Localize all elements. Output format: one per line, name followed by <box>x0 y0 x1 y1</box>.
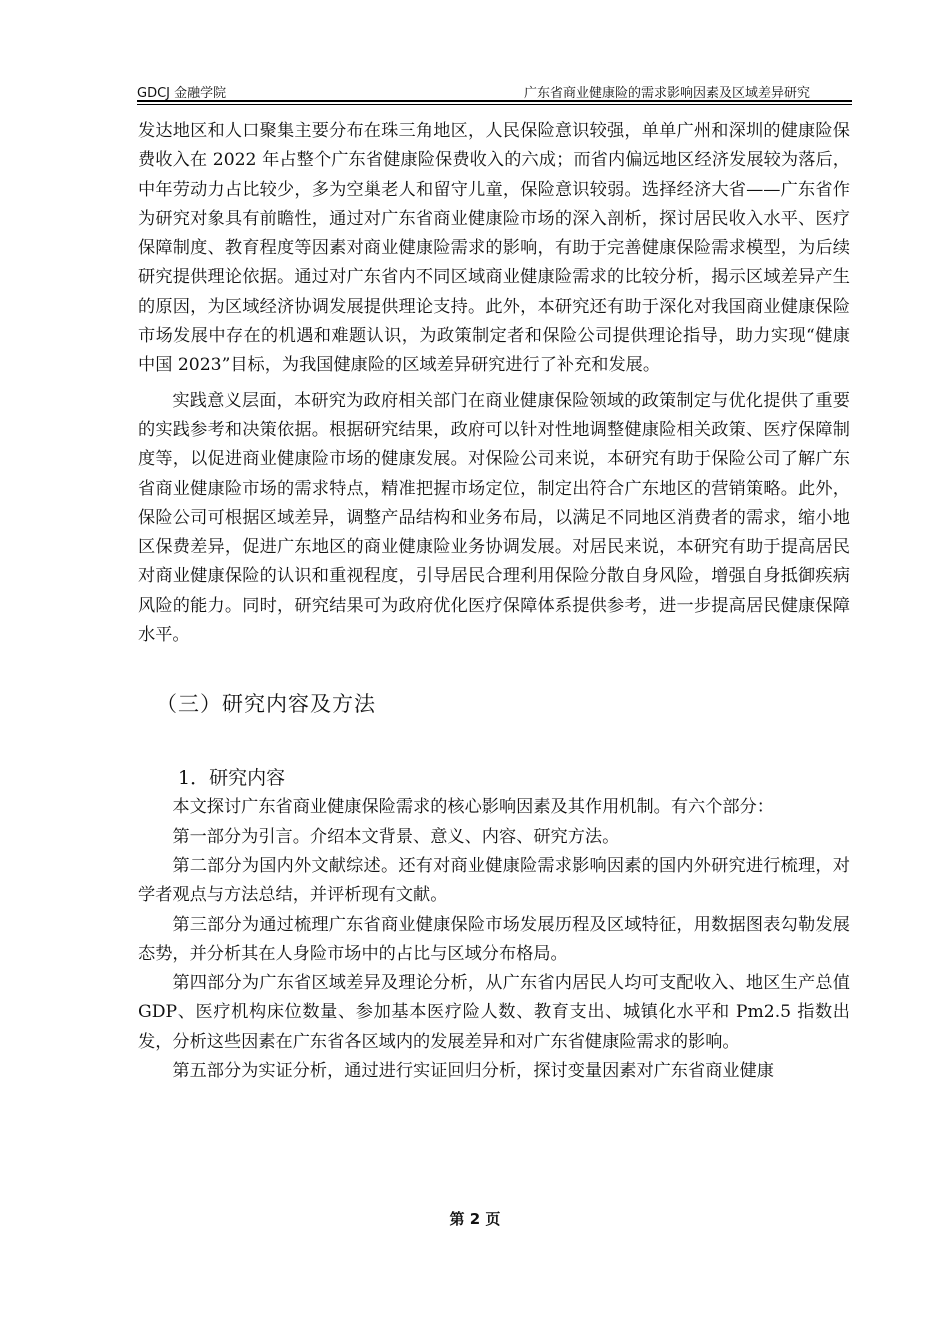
subsection-heading: 1．研究内容 <box>178 767 286 790</box>
paragraph-practical-significance: 实践意义层面，本研究为政府相关部门在商业健康保险领域的政策制定与优化提供了重要的实践参考和决策依据。根据研究结果，政府可以针对性地调整健康险相关政策、医疗保障制度等，以促进商业健康险市场的健康发展。对保险公司来说，本研究有助于保险公司了解广东省商业健康险市场的需求特点，精准把握市场定位，制定出符合广东地区的营销策略。此外，保险公司可根据区域差异，调整产品结构和业务布局，以满足不同地区消费者的需求，缩小地区保费差异，促进广东地区的商业健康险业务协调发展。对居民来说，本研究有助于提高居民对商业健康保险的认识和重视程度，引导居民合理利用保险分散自身风险，增强自身抵御疾病风险的能力。同时，研究结果可为政府优化医疗保障体系提供参考，进一步提高居民健康保障水平。 <box>138 390 850 646</box>
page-header <box>137 78 852 102</box>
page-number: 第 2 页 <box>449 1210 501 1228</box>
paragraph-overview: 本文探讨广东省商业健康保险需求的核心影响因素及其作用机制。有六个部分： <box>172 797 774 818</box>
paragraph-part-one: 第一部分为引言。介绍本文背景、意义、内容、研究方法。 <box>172 826 620 847</box>
paragraph-part-four: 第四部分为广东省区域差异及理论分析，从广东省内居民人均可支配收入、地区生产总值 GDP、医疗机构床位数量、参加基本医疗险人数、教育支出、城镇化水平和 Pm2.5 指数出发，分析这些因素在广东省各区域内的发展差异和对广东省健康险需求的影响。 <box>138 973 850 1052</box>
header-rule-thick <box>137 100 852 102</box>
header-rule-thin <box>137 104 852 105</box>
header-title: 广东省商业健康险的需求影响因素及区域差异研究 <box>523 86 810 101</box>
section-heading: （三）研究内容及方法 <box>156 692 376 717</box>
paragraph-part-two: 第二部分为国内外文献综述。还有对商业健康险需求影响因素的国内外研究进行梳理，对学者观点与方法总结，并评析现有文献。 <box>138 855 850 906</box>
paragraph-part-five: 第五部分为实证分析，通过进行实证回归分析，探讨变量因素对广东省商业健康 <box>172 1061 774 1082</box>
page-body <box>138 117 850 1086</box>
paragraph-theoretical-significance: 发达地区和人口聚集主要分布在珠三角地区，人民保险意识较强，单单广州和深圳的健康险保费收入在 2022 年占整个广东省健康险保费收入的六成；而省内偏远地区经济发展较为落后，中年劳动力占比较少，多为空巢老人和留守儿童，保险意识较弱。选择经济大省——广东省作为研究对象具有前瞻性，通过对广东省商业健康险市场的深入剖析，探讨居民收入水平、医疗保障制度、教育程度等因素对商业健康险需求的影响，有助于完善健康保险需求模型，为后续研究提供理论依据。通过对广东省内不同区域商业健康险需求的比较分析，揭示区域差异产生的原因，为区域经济协调发展提供理论支持。此外，本研究还有助于深化对我国商业健康保险市场发展中存在的机遇和难题认识，为政策制定者和保险公司提供理论指导，助力实现“健康中国 2023”目标，为我国健康险的区域差异研究进行了补充和发展。 <box>138 121 850 376</box>
paragraph-part-three: 第三部分为通过梳理广东省商业健康保险市场发展历程及区域特征，用数据图表勾勒发展态势，并分析其在人身险市场中的占比与区域分布格局。 <box>138 914 850 964</box>
header-school: GDCJ 金融学院 <box>137 86 227 101</box>
